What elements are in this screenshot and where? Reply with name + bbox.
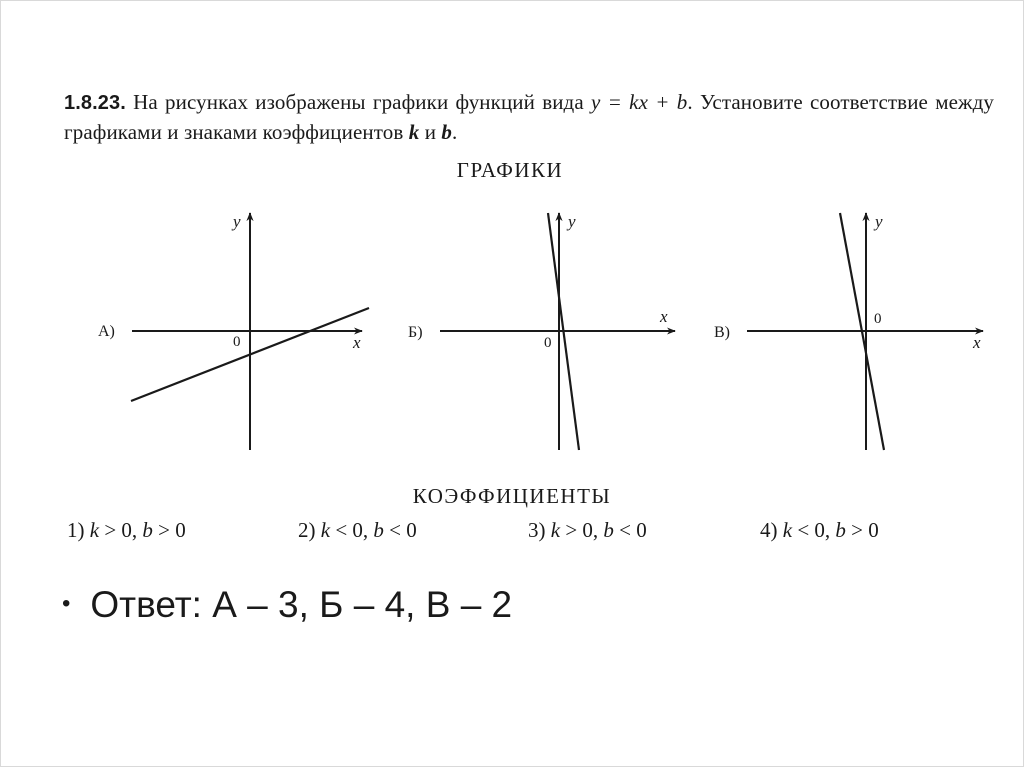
option-2-num: 2) bbox=[298, 518, 316, 542]
answer-text: Ответ: А – 3, Б – 4, В – 2 bbox=[90, 584, 513, 625]
problem-text-2: . Установите соответствие между графиками и знаками коэффициентов bbox=[64, 90, 994, 144]
graph-b-label: Б) bbox=[408, 324, 423, 341]
graph-a-label: А) bbox=[98, 323, 115, 340]
graph-c-y-label: y bbox=[875, 212, 883, 231]
option-3 bbox=[528, 518, 647, 543]
coefficient-options bbox=[0, 518, 1024, 548]
option-1-b: b bbox=[142, 518, 153, 542]
graph-a-origin: 0 bbox=[233, 334, 241, 350]
option-1-k: k bbox=[89, 518, 100, 542]
option-3-b-rel: < 0 bbox=[619, 518, 647, 542]
option-4-b: b bbox=[835, 518, 846, 542]
option-3-b: b bbox=[603, 518, 614, 542]
option-4 bbox=[760, 518, 879, 543]
graph-panel-b bbox=[408, 212, 675, 450]
option-4-k: k bbox=[782, 518, 793, 542]
option-2-k-rel: < 0, bbox=[335, 518, 369, 542]
coefficients-heading: КОЭФФИЦИЕНТЫ bbox=[412, 484, 612, 508]
problem-and: и bbox=[424, 120, 437, 144]
graph-b-origin: 0 bbox=[544, 335, 552, 351]
graph-panel-c bbox=[714, 212, 983, 450]
graph-b-y-label: y bbox=[568, 212, 576, 231]
problem-end: . bbox=[452, 120, 458, 144]
problem-text-1: На рисунках изображены графики функций вида bbox=[133, 90, 584, 114]
problem-k: k bbox=[408, 120, 420, 144]
graph-b-x-label: x bbox=[660, 307, 668, 326]
graph-a-y-label: y bbox=[233, 212, 241, 231]
graph-c-label: В) bbox=[714, 324, 730, 341]
graph-a-x-label: x bbox=[353, 333, 361, 352]
answer-line bbox=[62, 584, 512, 626]
bullet-icon: • bbox=[62, 590, 71, 617]
option-3-num: 3) bbox=[528, 518, 546, 542]
option-1 bbox=[67, 518, 186, 543]
option-4-k-rel: < 0, bbox=[797, 518, 831, 542]
option-3-k: k bbox=[550, 518, 561, 542]
option-1-k-rel: > 0, bbox=[104, 518, 138, 542]
option-2-b-rel: < 0 bbox=[389, 518, 417, 542]
problem-b: b bbox=[441, 120, 452, 144]
graph-panel-a bbox=[98, 212, 369, 450]
option-2-b: b bbox=[373, 518, 384, 542]
graph-c-origin: 0 bbox=[874, 311, 882, 327]
option-2-k: k bbox=[320, 518, 331, 542]
problem-number: 1.8.23. bbox=[64, 92, 126, 114]
option-3-k-rel: > 0, bbox=[565, 518, 599, 542]
option-4-num: 4) bbox=[760, 518, 778, 542]
graph-c-x-label: x bbox=[973, 333, 981, 352]
problem-formula: y = kx + b bbox=[591, 90, 688, 114]
option-1-num: 1) bbox=[67, 518, 85, 542]
option-2 bbox=[298, 518, 417, 543]
graphs-heading-text: ГРАФИКИ bbox=[456, 158, 564, 182]
option-1-b-rel: > 0 bbox=[158, 518, 186, 542]
option-4-b-rel: > 0 bbox=[851, 518, 879, 542]
